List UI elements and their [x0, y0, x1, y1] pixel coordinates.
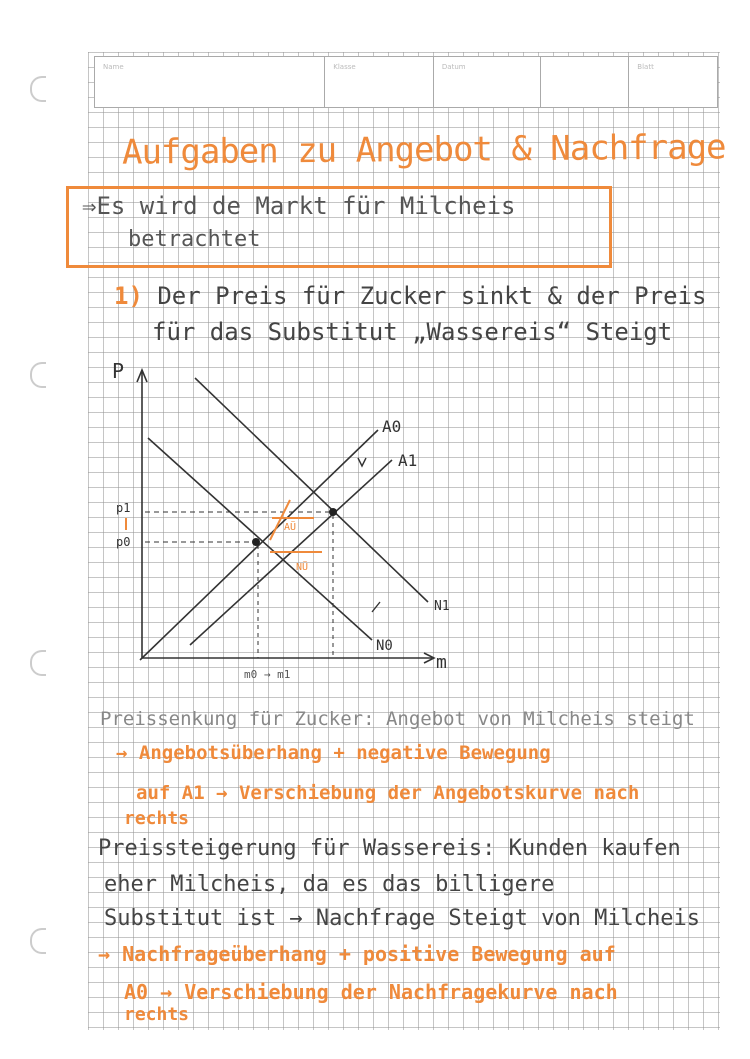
- curve-label-n1: N1: [434, 599, 450, 614]
- shift-arrow-up: [372, 602, 380, 612]
- intro-line-2: betrachtet: [128, 227, 261, 252]
- question-line-2: für das Substitut „Wassereis“ Steigt: [152, 318, 673, 346]
- curve-label-a1: A1: [398, 451, 418, 470]
- question-number: 1): [114, 282, 143, 310]
- movement-arrow: [270, 500, 290, 540]
- answer-line-3: auf A1 → Verschiebung der Angebotskurve nach: [136, 782, 640, 804]
- header-cell: Name: [95, 57, 325, 107]
- price-label-p0: p0: [116, 535, 131, 549]
- equilibrium-1: [329, 508, 337, 516]
- answer-line-5: Preissteigerung für Wassereis: Kunden kaufen: [98, 836, 681, 861]
- x-axis-label: m: [436, 652, 447, 673]
- answer-line-6: eher Milcheis, da es das billigere: [104, 872, 555, 897]
- header-cell: Klasse: [325, 57, 434, 107]
- price-label-p1: p1: [116, 501, 131, 515]
- shift-arrow-down: [358, 458, 366, 466]
- equilibrium-0: [252, 538, 260, 546]
- y-axis-label: P: [112, 359, 125, 383]
- question-text-1: Der Preis für Zucker sinkt & der Preis: [157, 282, 707, 310]
- curve-label-n0: N0: [376, 638, 393, 654]
- answer-line-10: rechts: [124, 1004, 190, 1025]
- header-cell: Datum: [434, 57, 541, 107]
- supply-curve-a0: [140, 430, 378, 660]
- page-title: Aufgaben zu Angebot & Nachfrage: [121, 127, 726, 173]
- answer-line-8: → Nachfrageüberhang + positive Bewegung auf: [98, 942, 616, 966]
- supply-surplus-label: AÜ: [284, 522, 297, 533]
- answer-line-4: rechts: [124, 808, 190, 829]
- demand-surplus-label: NÜ: [296, 562, 309, 573]
- answer-line-7: Substitut ist → Nachfrage Steigt von Milcheis: [104, 906, 701, 931]
- answer-line-2: → Angebotsüberhang + negative Bewegung: [116, 742, 551, 764]
- intro-line-1: ⇒Es wird de Markt für Milcheis: [82, 192, 516, 220]
- curve-label-a0: A0: [382, 417, 402, 436]
- demand-curve-n1: [195, 378, 428, 602]
- quantity-label: m0 → m1: [244, 668, 291, 681]
- answer-line-1: Preissenkung für Zucker: Angebot von Milcheis steigt: [100, 708, 695, 730]
- answer-line-9: A0 → Verschiebung der Nachfragekurve nach: [124, 980, 618, 1004]
- header-cell: Blatt: [637, 63, 654, 71]
